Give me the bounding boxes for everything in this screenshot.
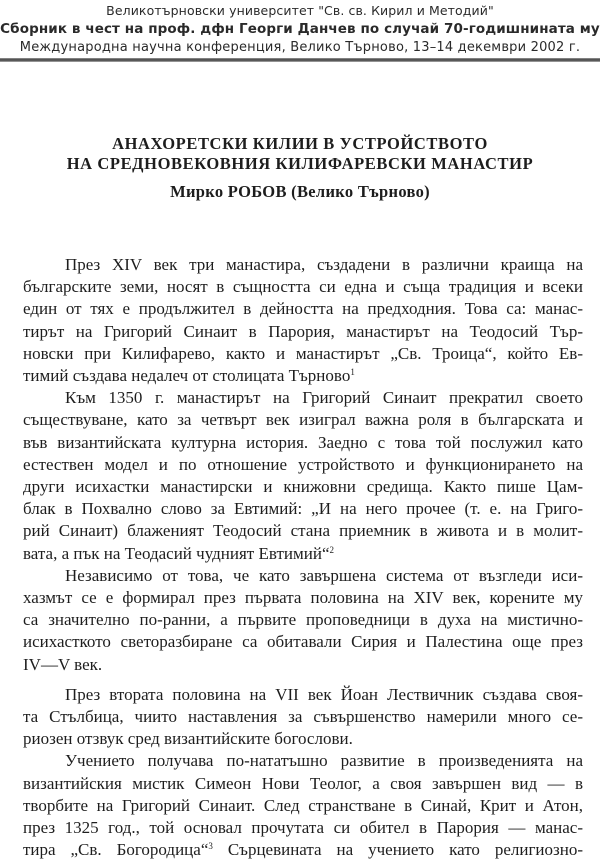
header-conference: Международна научна конференция, Велико Търново, 13–14 декември 2002 г. [19, 40, 581, 55]
text-line: блак в Похвално слово за Евтимий: „И на него прочее (т. е. на Григо- [23, 499, 583, 519]
text-line: новски при Килифарево, както и манастирът „Св. Троица“, който Ев- [23, 343, 583, 363]
article-heading [0, 134, 600, 202]
header-university: Великотърновски университет "Св. св. Кирил и Методий" [106, 3, 494, 18]
text-line: българските земи, носят в същността си една и съща традиция и всеки [23, 277, 583, 297]
text-line-last [23, 543, 583, 565]
text-line: творбите на Григорий Синаит. След странстване в Синай, Крит и Атон, [23, 795, 583, 815]
footnote-ref: 1 [350, 367, 355, 378]
text-line: През XIV век три манастира, създадени в различни краища на [65, 255, 583, 274]
paragraph-5 [23, 750, 583, 861]
text-line: съществуване, като за четвърт век изиграл важна роля в българската и [23, 410, 583, 430]
text-line-content: тимий създава недалеч от столицата Търново [23, 366, 351, 386]
text-line: Независимо от това, че като завършена система от възгледи иси- [65, 565, 583, 585]
text-line: рий Синаит) блаженият Теодосий стана приемник в живота и в молит- [23, 521, 583, 541]
text-line: та Стълбица, чиито наставления за съвършенство намерили много се- [23, 707, 583, 727]
paragraph-3 [23, 565, 583, 676]
text-line-content: Сърцевината на учението като религиозно- [227, 840, 584, 860]
text-line: един от тях е продължител в дейността на предходния. Това са: манас- [23, 299, 583, 319]
text-line-content: тира „Св. Богородица“ [23, 840, 209, 860]
header-collection: Сборник в чест на проф. дфн Георги Данчев по случай 70-годишнината му [0, 21, 600, 37]
text-line: във византийската културна история. Заедно с това той послужил като [23, 432, 583, 452]
text-line-last: IV—V век. [23, 654, 103, 674]
text-line [23, 839, 583, 861]
paragraph-4 [23, 684, 583, 751]
text-line: хазмът се е формирал през първата половина на XIV век, корените му [23, 588, 583, 608]
article-author: Мирко РОБОВ (Велико Търново) [170, 182, 430, 201]
text-line-last [23, 365, 583, 387]
text-line-content: вата, а пък на Теодасий чудният Евтимий“ [23, 543, 330, 563]
article-body [23, 254, 583, 861]
text-line: византийския мистик Симеон Нови Теолог, а своя завършен вид — в [23, 773, 583, 793]
article-title-line-2: НА СРЕДНОВЕКОВНИЯ КИЛИФАРЕВСКИ МАНАСТИР [66, 154, 534, 173]
paragraph-2 [23, 387, 583, 565]
footnote-ref: 3 [208, 841, 213, 852]
footnote-ref: 2 [329, 544, 334, 555]
text-line: през 1325 год., той основал прочутата си обител в Парория — манас- [23, 818, 583, 838]
paragraph-1 [23, 254, 583, 387]
text-line: естествен модел и по отношение устройството и функционирането на [23, 454, 583, 474]
text-line: други исихастки манастирски и книжовни средища. Както пише Цам- [23, 477, 583, 497]
text-line: са значително по-ранни, а първите проповедници в духа на мистично- [23, 610, 583, 630]
paragraph-spacer [23, 676, 583, 684]
text-line: През втората половина на VII век Йоан Лествичник създава своя- [65, 684, 583, 704]
text-line: тирът на Григорий Синаит в Парория, манастирът на Теодосий Тър- [23, 321, 583, 341]
text-line: исихасткото светоразбиране са обитавали Сирия и Палестина още през [23, 632, 583, 652]
text-line: Към 1350 г. манастирът на Григорий Синаит прекратил своето [65, 388, 583, 408]
text-line-last: риозен отзвук сред византийските богослови. [23, 729, 353, 749]
running-header [0, 2, 600, 57]
article-title-line-1: АНАХОРЕТСКИ КИЛИИ В УСТРОЙСТВОТО [112, 134, 488, 153]
header-divider [0, 58, 600, 62]
text-line: Учението получава по-нататъшно развитие в произведенията на [65, 751, 583, 771]
